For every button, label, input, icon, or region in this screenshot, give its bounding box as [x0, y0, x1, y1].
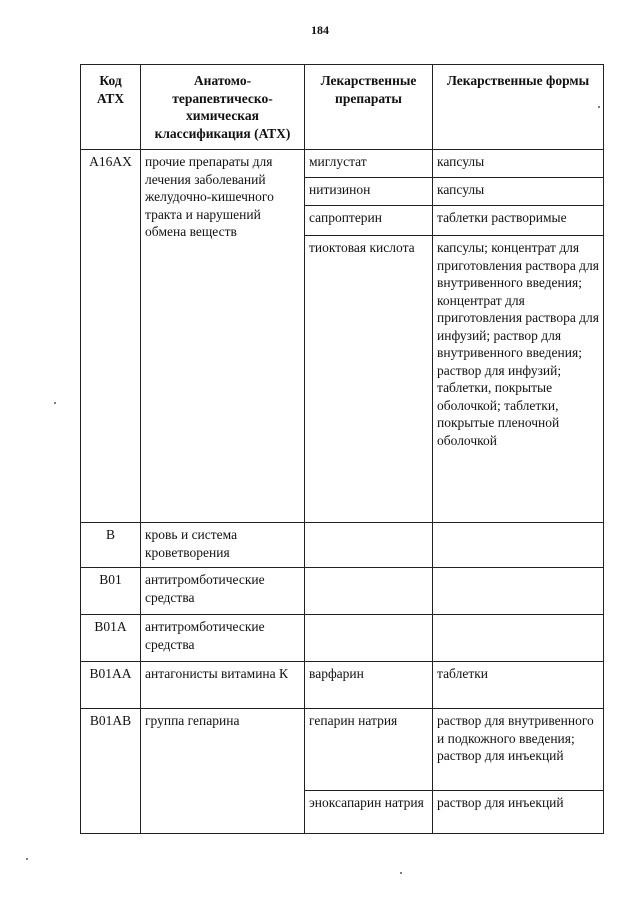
drug-text: сапроптерин	[309, 210, 383, 225]
cell-code	[81, 709, 141, 834]
scan-speck	[54, 402, 56, 404]
cell-code	[81, 662, 141, 709]
cell-forms	[433, 662, 604, 709]
cell-classification	[141, 568, 305, 615]
header-code: Код АТХ	[81, 65, 141, 150]
drug-text: тиоктовая кислота	[309, 240, 415, 255]
drug-text: миглустат	[309, 154, 367, 169]
cell-drug	[305, 150, 433, 178]
drug-text: гепарин натрия	[309, 713, 398, 728]
atx-drug-table	[80, 64, 604, 834]
cell-drug	[305, 615, 433, 662]
cell-code	[81, 615, 141, 662]
classification-text: антитромботические средства	[145, 572, 265, 605]
scan-speck	[598, 106, 600, 108]
cell-code	[81, 568, 141, 615]
forms-text: раствор для внутривенного и подкожного введения; раствор для инъекций	[437, 713, 594, 763]
header-classification: Анатомо-терапевтическо-химическая классификация (АТХ)	[141, 65, 305, 150]
forms-text: таблетки	[437, 666, 489, 681]
drug-text: эноксапарин натрия	[309, 795, 424, 810]
cell-classification	[141, 150, 305, 523]
cell-classification	[141, 709, 305, 834]
cell-classification	[141, 523, 305, 568]
forms-text: капсулы; концентрат для приготовления раствора для внутривенного введения; концентрат для приготовления раствора для инфузий; раствор для внутривенного введения; раствор для инфузий; таблетки, покрытые оболочкой; таблетки, покрытые пленочной оболочкой	[437, 240, 599, 448]
cell-forms	[433, 615, 604, 662]
cell-forms	[433, 568, 604, 615]
scan-speck	[400, 872, 402, 874]
cell-forms	[433, 709, 604, 791]
classification-text: антитромботические средства	[145, 619, 265, 652]
cell-drug	[305, 523, 433, 568]
table-row	[81, 150, 604, 178]
classification-text: антагонисты витамина К	[145, 666, 289, 681]
cell-forms	[433, 178, 604, 206]
table-row	[81, 615, 604, 662]
code-text: B01AA	[89, 666, 132, 681]
table-row	[81, 523, 604, 568]
cell-classification	[141, 615, 305, 662]
code-text: A16AX	[89, 154, 132, 169]
cell-drug	[305, 236, 433, 523]
cell-forms	[433, 523, 604, 568]
header-forms: Лекарственные формы	[433, 65, 604, 150]
cell-code	[81, 523, 141, 568]
drug-text: варфарин	[309, 666, 364, 681]
classification-text: группа гепарина	[145, 713, 240, 728]
cell-code	[81, 150, 141, 523]
cell-drug	[305, 709, 433, 791]
code-text: B01	[99, 572, 122, 587]
forms-text: таблетки растворимые	[437, 210, 567, 225]
scan-speck	[26, 858, 28, 860]
cell-forms	[433, 206, 604, 236]
cell-drug	[305, 791, 433, 834]
cell-classification	[141, 662, 305, 709]
code-text: B01AB	[89, 713, 132, 728]
cell-forms	[433, 236, 604, 523]
table-row	[81, 662, 604, 709]
cell-forms	[433, 791, 604, 834]
table-row	[81, 709, 604, 791]
forms-text: раствор для инъекций	[437, 795, 564, 810]
code-text: B01A	[94, 619, 127, 634]
page-number: 184	[311, 23, 329, 37]
code-text: B	[105, 527, 115, 542]
cell-drug	[305, 662, 433, 709]
cell-forms	[433, 150, 604, 178]
cell-drug	[305, 568, 433, 615]
cell-drug	[305, 178, 433, 206]
table-header-row	[81, 65, 604, 150]
forms-text: капсулы	[437, 182, 485, 197]
drug-text: нитизинон	[309, 182, 371, 197]
classification-text: прочие препараты для лечения заболеваний желудочно-кишечного тракта и нарушений обмена веществ	[145, 154, 274, 239]
forms-text: капсулы	[437, 154, 485, 169]
table-row	[81, 568, 604, 615]
header-drugs: Лекарственные препараты	[305, 65, 433, 150]
cell-drug	[305, 206, 433, 236]
classification-text: кровь и система кроветворения	[145, 527, 238, 560]
